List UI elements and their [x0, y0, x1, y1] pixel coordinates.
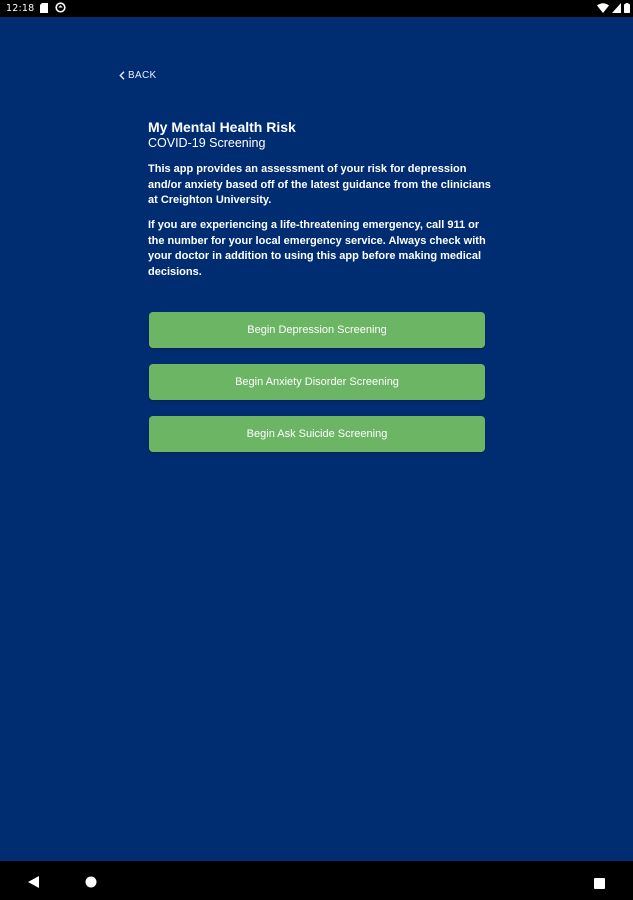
intro-paragraph: This app provides an assessment of your risk for depression and/or anxiety based off of the latest guidance from the clinicians at Creighton University. [148, 163, 491, 206]
battery-icon [624, 3, 630, 16]
wifi-icon [597, 3, 609, 16]
anxiety-screening-button[interactable]: Begin Anxiety Disorder Screening [149, 364, 485, 400]
page-subtitle: COVID-19 Screening [148, 136, 266, 150]
status-time: 12:18 [6, 3, 35, 14]
back-button[interactable] [119, 70, 156, 81]
signal-icon [612, 3, 621, 16]
recents-square-icon[interactable] [594, 876, 605, 894]
depression-screening-button[interactable]: Begin Depression Screening [149, 312, 485, 348]
back-triangle-icon[interactable] [28, 875, 39, 893]
emergency-paragraph: If you are experiencing a life-threatening emergency, call 911 or the number for your local emergency service. Always check with your doctor in addition to using this app before making medical decisions. [148, 219, 486, 278]
page-title: My Mental Health Risk [148, 119, 296, 135]
home-circle-icon[interactable] [85, 875, 97, 893]
back-label: BACK [128, 70, 157, 81]
suicide-screening-button[interactable]: Begin Ask Suicide Screening [149, 416, 485, 452]
sd-card-icon [40, 3, 48, 16]
navigation-bar [0, 861, 633, 900]
status-bar [0, 0, 633, 17]
sync-icon [55, 2, 66, 16]
chevron-left-icon [119, 71, 125, 80]
